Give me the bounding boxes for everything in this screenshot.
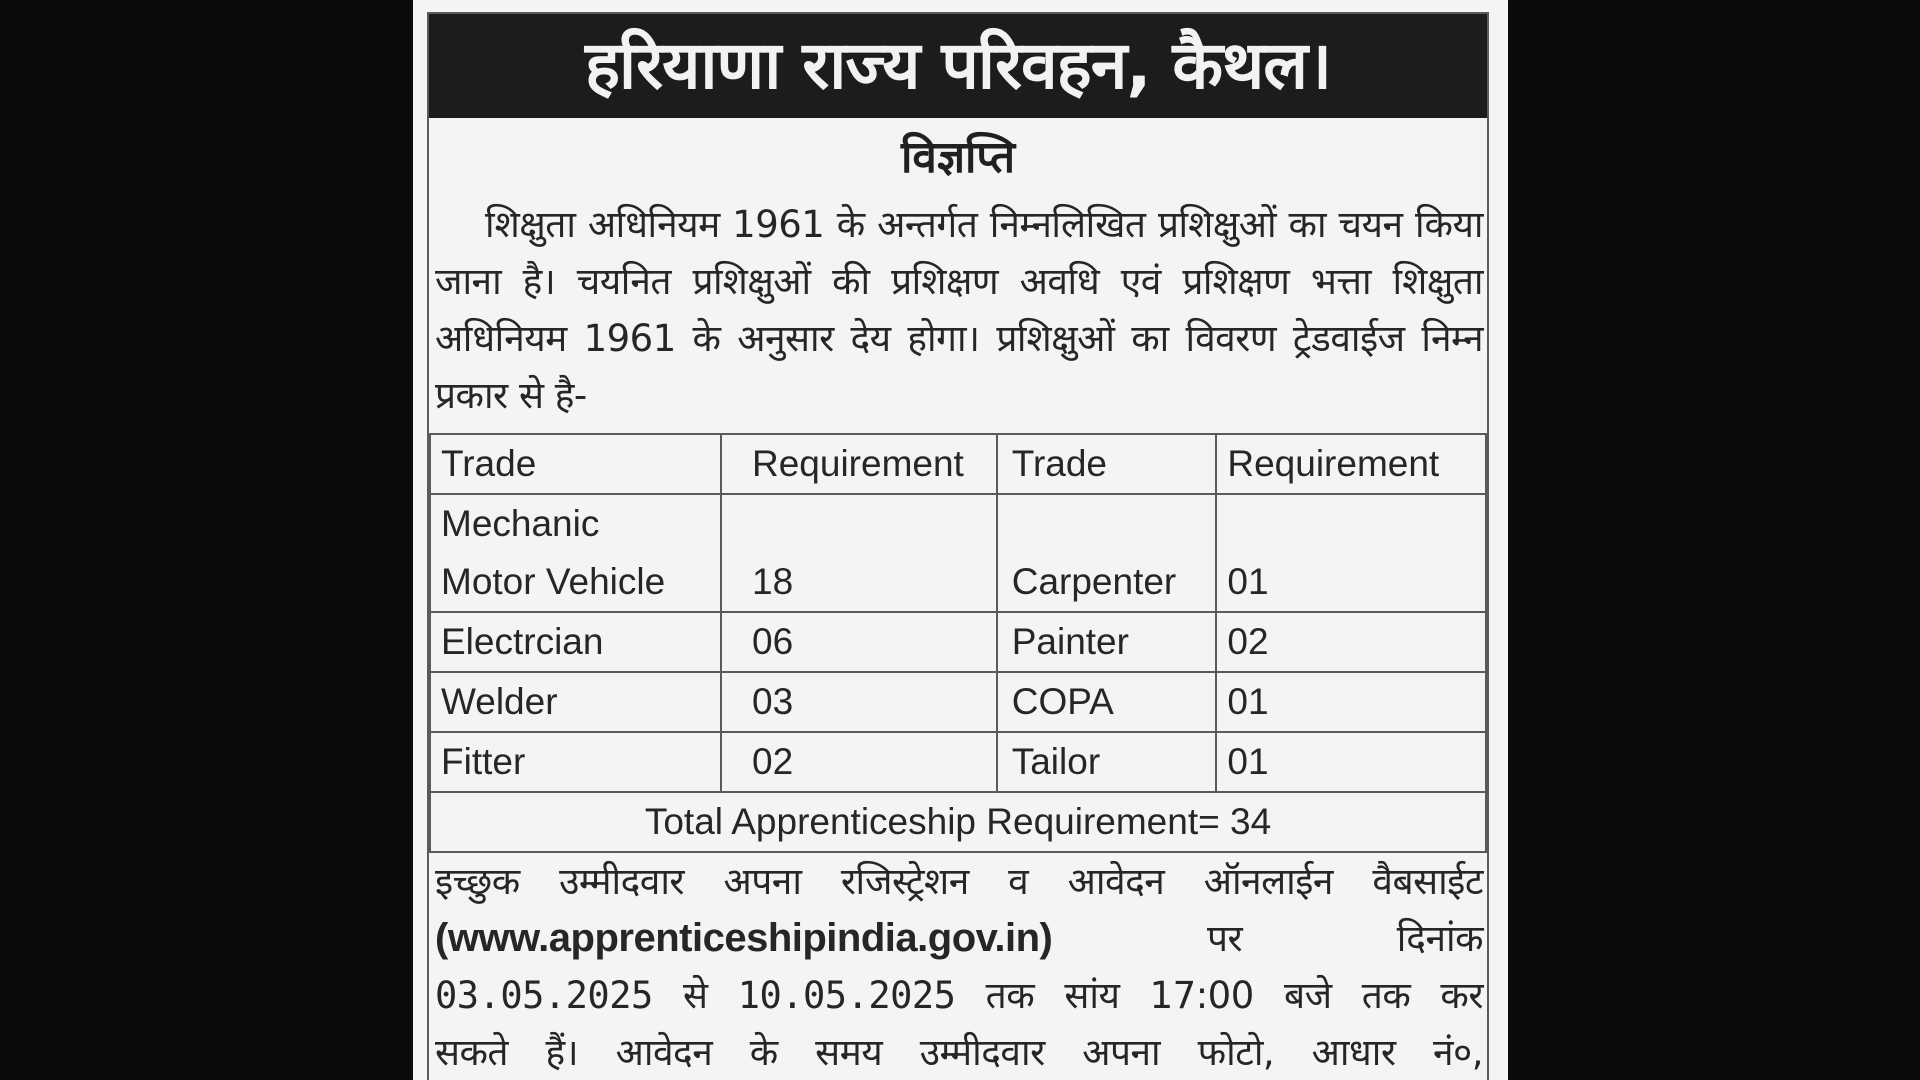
table-row bbox=[430, 612, 1486, 672]
requirement-cell: 01 bbox=[1216, 494, 1486, 612]
table-row bbox=[430, 672, 1486, 732]
instruction-line-3 bbox=[435, 967, 1483, 1024]
requirement-cell: 02 bbox=[1216, 612, 1486, 672]
notice-heading: विज्ञप्ति bbox=[900, 132, 1016, 183]
trade-cell: COPA bbox=[997, 672, 1217, 732]
trade-cell bbox=[430, 494, 721, 612]
requirement-cell: 01 bbox=[1216, 732, 1486, 792]
trade-cell: Painter bbox=[997, 612, 1217, 672]
trade-cell: Tailor bbox=[997, 732, 1217, 792]
trade-cell: Carpenter bbox=[997, 494, 1217, 612]
deadline-time-text: तक सांय 17:00 बजे तक कर bbox=[985, 974, 1483, 1017]
header-requirement-a: Requirement bbox=[721, 434, 997, 494]
table-header-row bbox=[430, 434, 1486, 494]
start-date: 03.05.2025 bbox=[435, 974, 653, 1017]
application-instructions bbox=[435, 853, 1483, 1080]
instruction-line-2 bbox=[435, 910, 1483, 967]
requirement-cell: 03 bbox=[721, 672, 997, 732]
trade-label-line1: Mechanic bbox=[441, 503, 600, 544]
end-date: 10.05.2025 bbox=[737, 974, 956, 1017]
trade-cell: Welder bbox=[430, 672, 721, 732]
total-row bbox=[430, 792, 1486, 852]
total-requirement: Total Apprenticeship Requirement= 34 bbox=[430, 792, 1486, 852]
trade-cell: Electrcian bbox=[430, 612, 721, 672]
trade-requirement-table bbox=[429, 433, 1487, 853]
notice-intro-paragraph: शिक्षुता अधिनियम 1961 के अन्तर्गत निम्नलिखित प्रशिक्षुओं का चयन किया जाना है। चयनित प्रशिक्षुओं की प्रशिक्षण अवधि एवं प्रशिक्षण भत्ता शिक्षुता अधिनियम 1961 के अनुसार देय होगा। प्रशिक्षुओं का विवरण ट्रेडवाईज निम्न प्रकार से है- bbox=[435, 203, 1483, 417]
masthead-title: हरियाणा राज्य परिवहन, कैथल। bbox=[429, 14, 1487, 118]
newspaper-clipping bbox=[413, 0, 1508, 1080]
header-requirement-b: Requirement bbox=[1216, 434, 1486, 494]
table-row bbox=[430, 494, 1486, 612]
trade-cell: Fitter bbox=[430, 732, 721, 792]
requirement-cell: 18 bbox=[721, 494, 997, 612]
requirement-cell: 02 bbox=[721, 732, 997, 792]
header-trade-b: Trade bbox=[997, 434, 1217, 494]
apprenticeship-website-link[interactable]: (www.apprenticeshipindia.gov.in) bbox=[435, 916, 1053, 960]
instruction-line-4: सकते हैं। आवेदन के समय उम्मीदवार अपना फोटो, आधार नं०, bbox=[435, 1031, 1483, 1074]
requirement-cell: 01 bbox=[1216, 672, 1486, 732]
instruction-line-1: इच्छुक उम्मीदवार अपना रजिस्ट्रेशन व आवेदन ऑनलाईन वैबसाईट bbox=[435, 860, 1483, 903]
table-row bbox=[430, 732, 1486, 792]
requirement-cell: 06 bbox=[721, 612, 997, 672]
instruction-line-2-rest: पर दिनांक bbox=[1206, 917, 1483, 960]
trade-label-line2: Motor Vehicle bbox=[441, 561, 666, 602]
date-connector: से bbox=[682, 974, 708, 1017]
header-trade-a: Trade bbox=[430, 434, 721, 494]
